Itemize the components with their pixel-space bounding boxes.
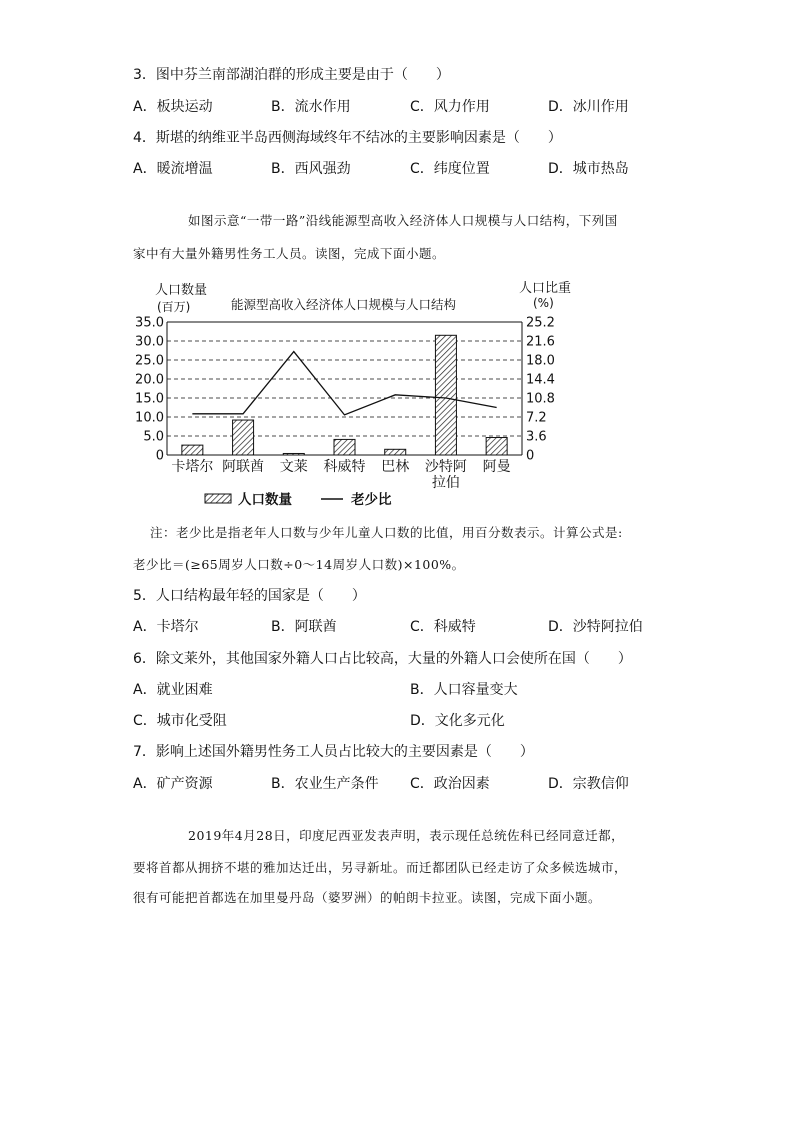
intro-2-line-3: 很有可能把首都选在加里曼丹岛（婆罗洲）的帕朗卡拉亚。读图，完成下面小题。 <box>133 890 602 905</box>
note-line-2: 老少比＝(≥65周岁人口数÷0～14周岁人口数)×100%。 <box>133 557 465 572</box>
left-tick-label: 5.0 <box>143 429 164 445</box>
right-tick-label: 0 <box>526 448 535 464</box>
left-axis-unit: (百万) <box>157 300 191 314</box>
population-bar <box>182 445 203 455</box>
question-6-option-a[interactable]: A．就业困难 <box>133 682 213 698</box>
right-tick-label: 18.0 <box>526 353 555 369</box>
population-bar <box>283 453 304 455</box>
left-tick-label: 15.0 <box>135 391 164 407</box>
question-3-option-b[interactable]: B．流水作用 <box>271 99 351 115</box>
question-7-option-a[interactable]: A．矿产资源 <box>133 776 213 792</box>
population-bar <box>385 449 406 455</box>
population-bar <box>486 438 507 455</box>
question-4-stem: 4．斯堪的纳维亚半岛西侧海域终年不结冰的主要影响因素是（ ） <box>133 130 562 146</box>
right-tick-label: 21.6 <box>526 334 555 350</box>
population-bar <box>334 439 355 455</box>
left-axis-label: 人口数量 <box>155 283 208 298</box>
legend-bar-label: 人口数量 <box>238 492 292 508</box>
question-5-option-a[interactable]: A．卡塔尔 <box>133 619 199 635</box>
legend-bar-swatch <box>205 494 231 503</box>
population-bar <box>233 420 254 455</box>
question-7-stem: 7．影响上述国外籍男性务工人员占比较大的主要因素是（ ） <box>133 744 534 760</box>
intro-2-line-1: 2019年4月28日，印度尼西亚发表声明，表示现任总统佐科已经同意迁都， <box>188 828 625 843</box>
question-6-stem: 6．除文莱外，其他国家外籍人口占比较高，大量的外籍人口会使所在国（ ） <box>133 651 632 667</box>
right-axis-label: 人口比重 <box>519 281 572 296</box>
question-5-option-b[interactable]: B．阿联酋 <box>271 619 337 635</box>
right-tick-label: 25.2 <box>526 315 555 331</box>
intro-1-line-1: 如图示意“一带一路”沿线能源型高收入经济体人口规模与人口结构，下列国 <box>188 213 618 228</box>
right-tick-label: 10.8 <box>526 391 555 407</box>
left-tick-label: 10.0 <box>135 410 164 426</box>
category-label: 文莱 <box>279 459 308 475</box>
right-axis-unit: (%) <box>533 296 554 310</box>
left-tick-label: 25.0 <box>135 353 164 369</box>
question-5-option-c[interactable]: C．科威特 <box>410 619 476 635</box>
question-7-option-d[interactable]: D．宗教信仰 <box>548 776 629 792</box>
question-7-option-c[interactable]: C．政治因素 <box>410 776 490 792</box>
question-3-option-c[interactable]: C．风力作用 <box>410 99 490 115</box>
question-4-option-a[interactable]: A．暖流增温 <box>133 161 213 177</box>
category-label: 沙特阿 <box>424 459 467 475</box>
population-chart <box>135 278 575 510</box>
right-tick-label: 7.2 <box>526 410 547 426</box>
question-4-option-b[interactable]: B．西风强劲 <box>271 161 351 177</box>
question-3-option-d[interactable]: D．冰川作用 <box>548 99 629 115</box>
category-label: 阿联酋 <box>222 459 265 475</box>
question-7-option-b[interactable]: B．农业生产条件 <box>271 776 379 792</box>
left-tick-label: 30.0 <box>135 334 164 350</box>
right-tick-label: 3.6 <box>526 429 547 445</box>
right-tick-label: 14.4 <box>526 372 555 388</box>
category-label: 巴林 <box>381 459 410 475</box>
category-label: 拉伯 <box>431 475 460 491</box>
question-5-stem: 5．人口结构最年轻的国家是（ ） <box>133 588 366 604</box>
note-line-1: 注：老少比是指老年人口数与少年儿童人口数的比值，用百分数表示。计算公式是: <box>150 525 623 540</box>
left-tick-label: 0 <box>155 448 164 464</box>
intro-2-line-2: 要将首都从拥挤不堪的雅加达迁出，另寻新址。而迁都团队已经走访了众多候选城市， <box>133 860 628 875</box>
question-4-option-c[interactable]: C．纬度位置 <box>410 161 490 177</box>
left-tick-label: 20.0 <box>135 372 164 388</box>
question-6-option-b[interactable]: B．人口容量变大 <box>410 682 518 698</box>
category-label: 阿曼 <box>482 459 511 475</box>
intro-1-line-2: 家中有大量外籍男性务工人员。读图，完成下面小题。 <box>133 246 446 261</box>
question-6-option-c[interactable]: C．城市化受阻 <box>133 713 227 729</box>
category-label: 卡塔尔 <box>171 459 214 475</box>
question-3-option-a[interactable]: A．板块运动 <box>133 99 213 115</box>
category-label: 科威特 <box>323 459 366 475</box>
question-6-option-d[interactable]: D．文化多元化 <box>410 713 505 729</box>
question-3-stem: 3．图中芬兰南部湖泊群的形成主要是由于（ ） <box>133 67 450 83</box>
left-tick-label: 35.0 <box>135 315 164 331</box>
chart-title: 能源型高收入经济体人口规模与人口结构 <box>231 297 457 312</box>
population-bar <box>435 335 456 455</box>
question-4-option-d[interactable]: D．城市热岛 <box>548 161 629 177</box>
legend-line-label: 老少比 <box>351 492 392 508</box>
question-5-option-d[interactable]: D．沙特阿拉伯 <box>548 619 643 635</box>
